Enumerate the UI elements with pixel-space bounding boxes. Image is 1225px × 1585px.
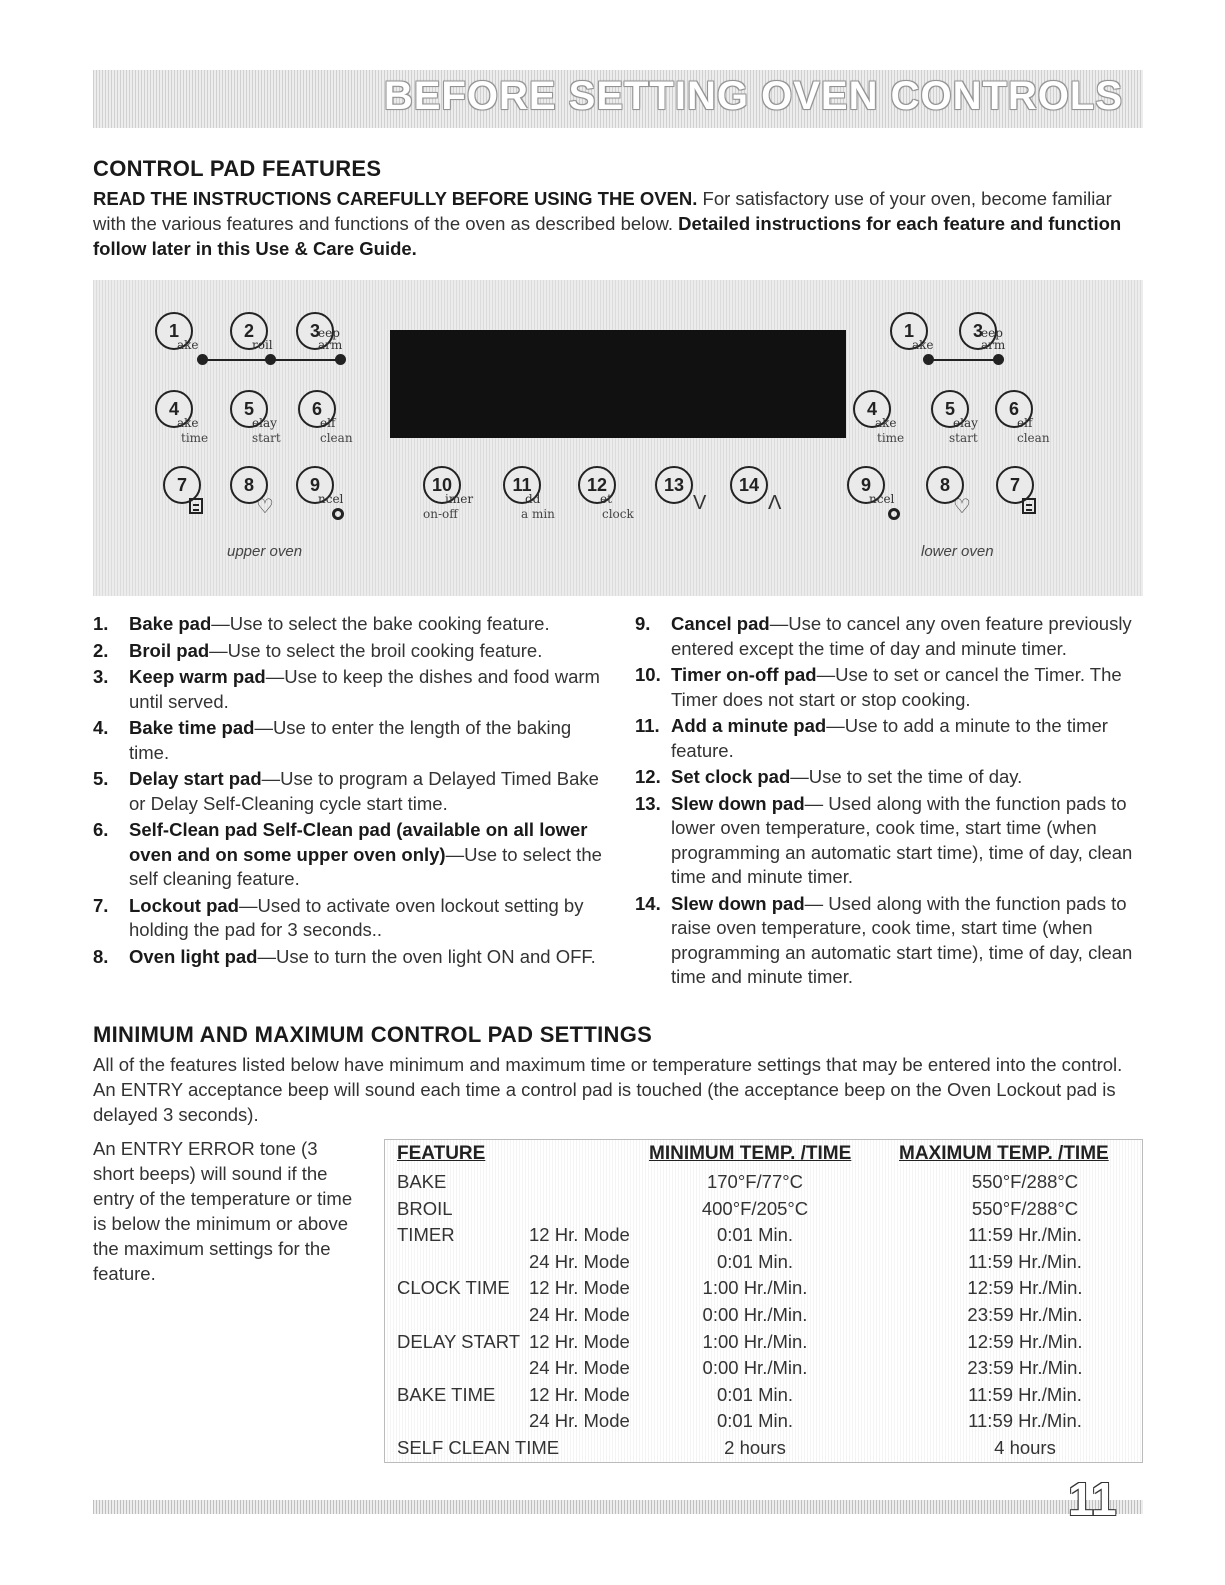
list-item-term: Broil pad [129,639,210,661]
section-heading-min-max: MINIMUM AND MAXIMUM CONTROL PAD SETTINGS [93,1022,653,1047]
list-item [93,716,603,765]
list-item-text: —Use to program a Delayed Timed Bake or Delay Self-Cleaning cycle start time. [129,768,599,814]
list-item-text: —Use to add a minute to the timer feature. [671,715,1108,761]
list-item [635,792,1145,890]
pad-5-delay-start [230,390,281,445]
table-cell-feature: CLOCK TIME [397,1277,510,1299]
pad-label: clean [320,431,353,445]
list-item-number: 13. [635,792,661,814]
pad-4-bake-time-lower [853,390,905,445]
down-arrow-icon: V [693,492,707,514]
list-item-number: 5. [93,768,109,789]
pad-label: time [877,431,905,445]
upper-oven-label: upper oven [227,543,303,560]
list-item-number: 9. [635,613,651,634]
pad-label: et [600,492,612,506]
table-cell-feature: BROIL [397,1197,453,1219]
lock-icon [1022,498,1036,514]
pad-number: 1 [890,312,928,350]
table-cell-max: 12:59 Hr./Min. [967,1277,1083,1299]
pad-3-keep-warm-lower [959,312,1006,352]
pad-9-cancel-lower [847,466,895,506]
table-cell-min: 1:00 Hr./Min. [702,1277,808,1299]
indicator-dot [923,354,934,365]
pad-number: 5 [230,390,268,428]
table-cell-max: 550°F/288°C [971,1197,1079,1219]
footer-bar [93,1500,1143,1514]
list-item-term: Add a minute pad [671,715,827,736]
list-item-number: 1. [93,613,109,634]
table-cell-max: 11:59 Hr./Min. [968,1410,1082,1432]
list-item-term: Lockout pad [129,894,239,916]
pad-number: 3 [959,312,997,350]
list-item-text: —Use to cancel any oven feature previously entered except the time of day and minute timer. [671,613,1132,659]
pad-12-set-clock [578,466,634,521]
list-item-term: Bake time pad [129,717,255,738]
list-item-term: Timer on-off pad [671,664,817,685]
table-cell-min: 400°F/205°C [701,1197,809,1219]
pad-number: 3 [296,312,334,350]
table-cell-min: 0:01 Min. [716,1383,794,1405]
list-item-term: Cancel pad [671,613,770,634]
pad-label: arm [318,338,343,352]
page-number: 11 [1068,1473,1117,1525]
list-item-text: — Used along with the function pads to lower oven temperature, cook time, start time (when programming an automatic start time), time of day, clean time and minute timer. [671,792,1133,887]
pad-label: ake [875,416,897,430]
list-item-text: —Used to activate oven lockout setting by holding the pad for 3 seconds.. [129,894,584,940]
table-cell-max: 23:59 Hr./Min. [967,1357,1083,1379]
table-cell-min: 0:01 Min. [716,1410,794,1432]
list-item-number: 4. [93,717,109,738]
pad-label: eep [981,326,1003,340]
pad-number: 9 [847,466,885,504]
pad-label: elay [252,416,277,430]
header-minimum: MINIMUM TEMP. /TIME [649,1143,852,1164]
header-maximum: MAXIMUM TEMP. /TIME [899,1143,1109,1164]
pad-number: 8 [230,466,268,504]
pad-label: ncel [869,492,895,506]
pad-label: roil [252,338,273,352]
table-cell-min: 0:01 Min. [716,1224,794,1246]
pad-11-add-minute [503,466,555,521]
list-item-text: —Use to select the self cleaning feature. [129,843,602,889]
table-cell-mode: 24 Hr. Mode [529,1410,630,1432]
pad-6-self-clean [298,390,353,445]
pad-label: ncel [318,492,344,506]
pad-4-bake-time [155,390,209,445]
light-bulb-icon: ♡ [953,496,971,518]
cancel-indicator-icon [332,508,344,520]
section-heading-control-pad: CONTROL PAD FEATURES [93,156,382,181]
table-cell-max: 12:59 Hr./Min. [967,1330,1083,1352]
pad-number: 6 [298,390,336,428]
indicator-dot [197,354,208,365]
list-item-term: Self-Clean pad Self-Clean pad (available on all lower oven and on some upper oven only) [129,819,588,865]
list-item-text: —Use to turn the oven light ON and OFF. [257,945,596,967]
pad-label: elf [320,416,336,430]
table-cell-feature: TIMER [397,1224,455,1246]
intro-text: For satisfactory use of your oven, become familiar with the various features and functions of the oven as described below. [93,188,1112,234]
list-item-term: Set clock pad [671,766,791,787]
lower-oven-label: lower oven [921,543,994,560]
table-cell-feature: BAKE [397,1171,447,1192]
list-item-number: 7. [93,894,109,916]
pad-label: start [949,431,978,445]
pad-number: 12 [578,466,616,504]
table-cell-feature: BAKE TIME [397,1383,496,1405]
pad-3-keep-warm [296,312,343,352]
list-item [93,945,603,970]
display-screen [390,330,846,438]
pad-label: dd [525,492,541,506]
connector-line [931,359,1001,361]
table-cell-min: 1:00 Hr./Min. [702,1330,808,1352]
list-item-text: —Use to keep the dishes and food warm until served. [129,666,600,712]
table-cell-min: 0:00 Hr./Min. [702,1357,808,1379]
table-cell-min: 2 hours [724,1437,786,1458]
table-cell-mode: 12 Hr. Mode [529,1277,630,1299]
list-item [93,665,603,714]
control-panel-diagram [93,280,1143,596]
table-cell-feature: SELF CLEAN TIME [397,1437,560,1458]
page-title: BEFORE SETTING OVEN CONTROLS [383,74,1123,118]
pad-number: 11 [503,466,541,504]
list-item-text: —Use to select the broil cooking feature. [209,639,543,661]
pad-label: clean [1017,431,1050,445]
pad-number: 10 [423,466,461,504]
pad-label: clock [602,507,634,521]
table-cell-max: 11:59 Hr./Min. [968,1383,1082,1405]
pad-number: 4 [155,390,193,428]
cancel-indicator-icon [888,508,900,520]
list-item-number: 11. [635,715,660,736]
list-item [635,612,1145,661]
pad-label: ake [912,338,934,352]
list-item-term: Keep warm pad [129,666,266,687]
list-item-term: Oven light pad [129,945,258,967]
light-bulb-icon: ♡ [256,496,274,518]
list-item [93,894,603,943]
pad-number: 7 [163,466,201,504]
pad-number: 8 [926,466,964,504]
pad-number: 5 [931,390,969,428]
list-item-term: Bake pad [129,613,212,634]
indicator-dot [993,354,1004,365]
intro-bold-1: READ THE INSTRUCTIONS CAREFULLY BEFORE USING THE OVEN. [93,188,698,209]
pad-10-timer [423,466,474,521]
indicator-dot [335,354,346,365]
pad-label: ake [177,416,199,430]
up-arrow-icon: Λ [768,492,782,514]
table-cell-max: 4 hours [994,1437,1056,1458]
pad-label: on-off [423,507,458,521]
min-max-paragraph: All of the features listed below have minimum and maximum time or temperature settings that may be entered into the control. An ENTRY acceptance beep will sound each time a control pad is touched (the acceptance beep on the Oven Lockout pad is delayed 3 seconds). [93,1054,1123,1125]
pad-2-broil [230,312,273,352]
list-item-number: 10. [635,664,661,685]
intro-bold-2: Detailed instructions for each feature and function follow later in this Use & Care Guide. [93,213,1122,259]
pad-6-self-clean-lower [995,390,1050,445]
pad-label: start [252,431,281,445]
pad-1-bake-lower [890,312,934,352]
pad-number: 2 [230,312,268,350]
features-list-left [93,612,603,971]
list-item-number: 6. [93,819,109,840]
table-cell-max: 23:59 Hr./Min. [967,1304,1083,1325]
pad-label: elf [1017,416,1033,430]
pad-9-cancel [296,466,344,506]
list-item-number: 3. [93,666,109,687]
pad-number: 4 [853,390,891,428]
pad-label: arm [981,338,1006,352]
pad-number: 9 [296,466,334,504]
list-item [93,767,603,816]
pad-13-slew-down [655,466,693,504]
intro-paragraph [93,186,1143,261]
pad-label: elay [953,416,978,430]
pad-number: 14 [730,466,768,504]
list-item-number: 14. [635,892,661,914]
list-item-text: —Use to set or cancel the Timer. The Timer does not start or stop cooking. [671,664,1122,710]
list-item [635,765,1145,790]
pad-label: ake [177,338,199,352]
pad-label: eep [318,326,340,340]
table-cell-min: 0:00 Hr./Min. [702,1304,808,1325]
list-item [635,892,1145,990]
pad-label: imer [445,492,474,506]
table-cell-max: 11:59 Hr./Min. [968,1250,1082,1272]
list-item-term: Delay start pad [129,768,262,789]
pad-number: 13 [655,466,693,504]
pad-14-slew-up [730,466,768,504]
features-list-right [635,612,1145,992]
list-item-text: —Use to select the bake cooking feature. [211,613,550,634]
list-item-text: — Used along with the function pads to raise oven temperature, cook time, start time (when programming an automatic start time), time of day, clean time and minute timer. [671,892,1133,987]
table-cell-mode: 12 Hr. Mode [529,1383,630,1405]
pad-1-bake [155,312,199,352]
list-item [635,663,1145,712]
list-item [635,714,1145,763]
table-cell-feature: DELAY START [397,1330,521,1352]
list-item-number: 12. [635,766,661,787]
list-item-text: —Use to set the time of day. [790,766,1023,787]
pad-number: 7 [996,466,1034,504]
list-item-text: —Use to enter the length of the baking time. [129,717,572,763]
header-banner [93,70,1143,128]
pad-label: a min [521,507,555,521]
list-item [93,612,603,637]
table-cell-min: 170°F/77°C [706,1171,804,1192]
table-cell-mode: 24 Hr. Mode [529,1250,630,1272]
list-item-number: 8. [93,945,109,967]
header-feature: FEATURE [397,1143,486,1164]
table-cell-mode: 24 Hr. Mode [529,1304,630,1325]
table-cell-mode: 12 Hr. Mode [529,1330,630,1352]
pad-number: 1 [155,312,193,350]
pad-number: 6 [995,390,1033,428]
entry-error-note: An ENTRY ERROR tone (3 short beeps) will sound if the entry of the temperature or time is below the minimum or above the maximum settings for the feature. [93,1138,353,1284]
indicator-dot [265,354,276,365]
list-item-term: Slew down pad [671,892,805,914]
list-item [93,639,603,664]
table-cell-max: 550°F/288°C [971,1171,1079,1192]
list-item-number: 2. [93,639,109,661]
pad-5-delay-start-lower [931,390,978,445]
list-item-term: Slew down pad [671,792,805,814]
table-cell-max: 11:59 Hr./Min. [968,1224,1082,1246]
table-cell-mode: 12 Hr. Mode [529,1224,630,1246]
list-item [93,818,603,892]
table-cell-mode: 24 Hr. Mode [529,1357,630,1379]
table-cell-min: 0:01 Min. [716,1250,794,1272]
pad-label: time [181,431,209,445]
settings-table [384,1139,1143,1463]
lock-icon [189,498,203,514]
